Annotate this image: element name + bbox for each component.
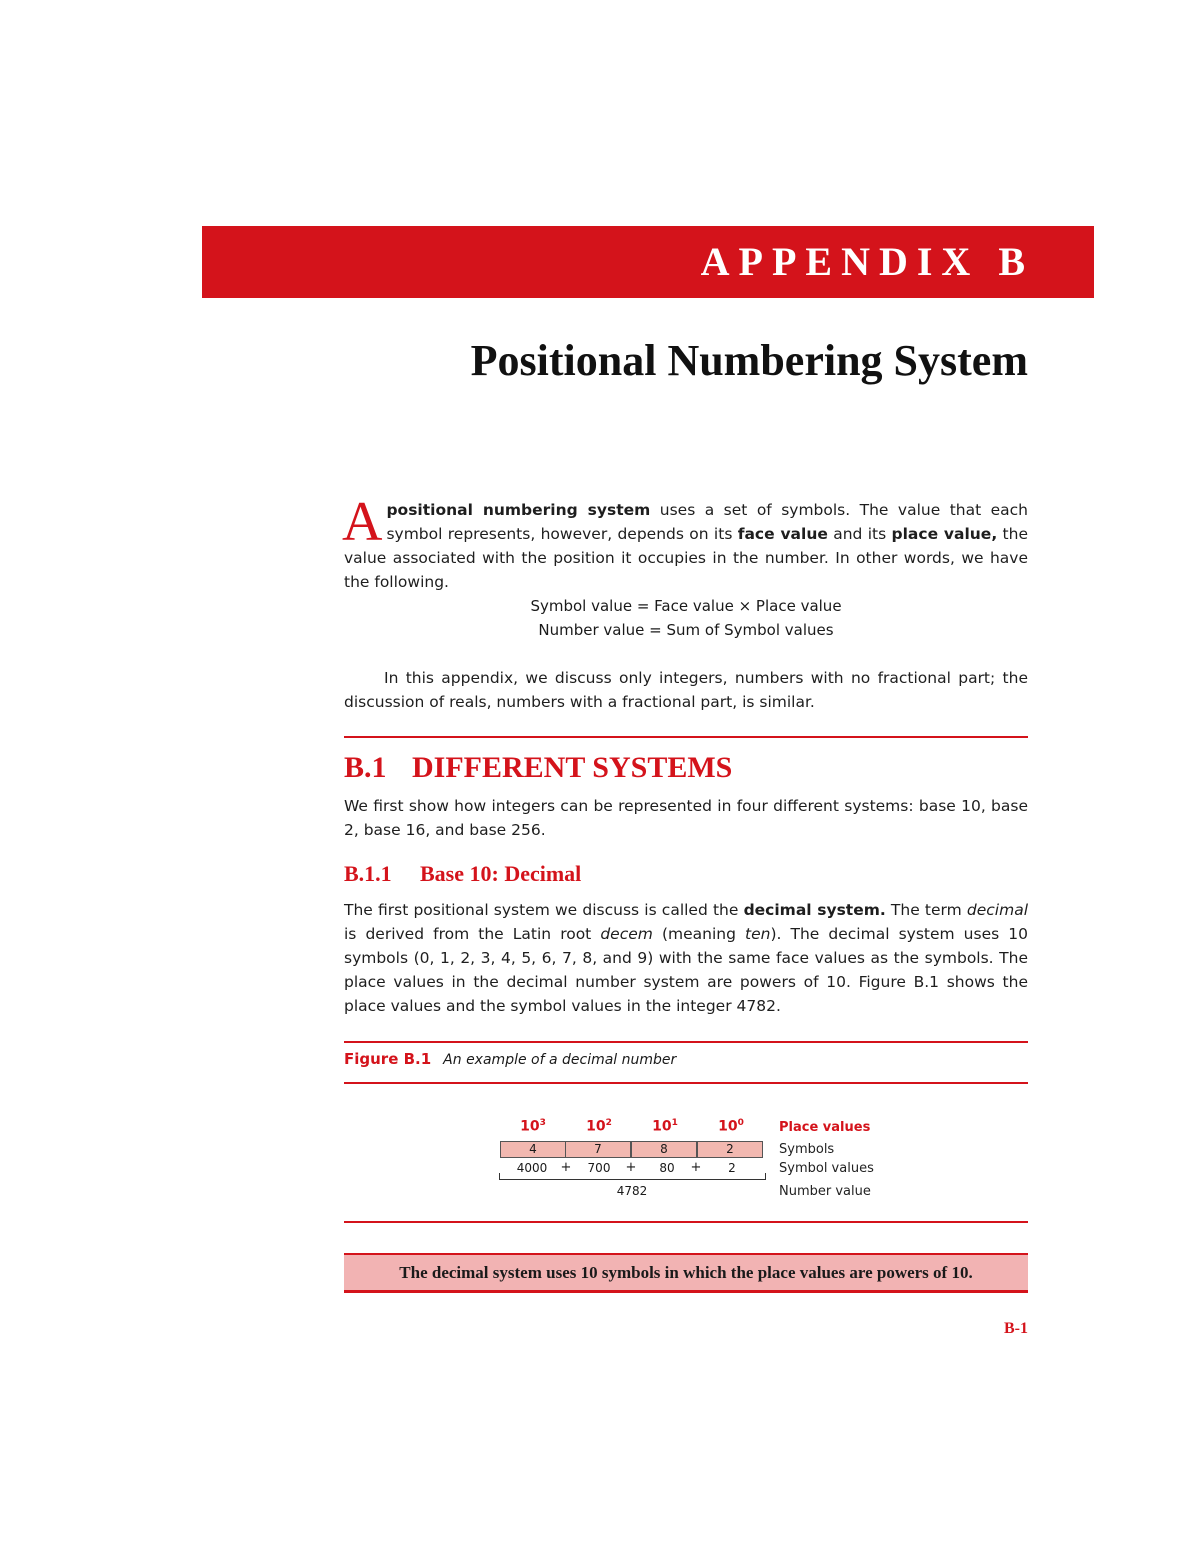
figure-header-rule <box>344 1082 1028 1084</box>
sum-bracket <box>499 1173 766 1180</box>
intro-paragraph <box>342 491 1029 594</box>
plus-sign: + <box>690 1160 702 1175</box>
symbol-value-700: 700 <box>587 1161 611 1175</box>
intro-text-3: the value associated with the position it occupies in the number. In other words, we have the following. <box>344 525 1028 591</box>
symbol-box-8: 8 <box>631 1141 697 1158</box>
section-paragraph: We first show how integers can be represented in four different systems: base 10, base 2, base 16, and base 256. <box>344 797 1028 839</box>
equation-symbol-value: Symbol value = Face value × Place value <box>530 597 842 615</box>
figure-caption <box>344 1048 676 1071</box>
place-value-10-3: $10^3$ <box>520 1118 546 1135</box>
section-rule <box>344 736 1028 738</box>
drop-cap: A <box>342 491 383 553</box>
intro-text-1: uses a set of symbols. The value that each symbol represents, however, depends on its <box>386 501 1029 543</box>
subsection-title: Base 10: Decimal <box>420 861 582 886</box>
decimal-text-5: ). The decimal system uses 10 symbols (0, 1, 2, 3, 4, 5, 6, 7, 8, and 9) with the same face values as the symbols. The place values in the decimal number system are powers of 10. Figure B.1 shows the place values and the symbol values in the integer 4782. <box>344 925 1028 1015</box>
keyword-face-value: face value <box>737 525 828 543</box>
term-ten: ten <box>745 925 771 943</box>
equation-number-value: Number value = Sum of Symbol values <box>538 621 834 639</box>
decimal-paragraph <box>344 898 1028 1018</box>
section-title: DIFFERENT SYSTEMS <box>412 751 733 784</box>
keyword-place-value: place value, <box>891 525 998 543</box>
plus-sign: + <box>625 1160 637 1175</box>
page-title: Positional Numbering System <box>470 336 1028 385</box>
key-point-note: The decimal system uses 10 symbols in which the place values are powers of 10. <box>344 1253 1028 1293</box>
label-number-value: Number value <box>779 1184 871 1199</box>
subsection-heading <box>344 860 581 888</box>
symbol-box-4: 4 <box>500 1141 566 1158</box>
decimal-text-3: is derived from the Latin root <box>344 925 601 943</box>
section-number: B.1 <box>344 751 387 784</box>
appendix-heading: APPENDIX B <box>700 239 1034 284</box>
symbol-value-80: 80 <box>659 1161 675 1175</box>
place-value-10-2: $10^2$ <box>586 1118 612 1135</box>
symbol-value-2: 2 <box>728 1161 736 1175</box>
number-value-4782: 4782 <box>616 1184 648 1198</box>
symbol-box-2: 2 <box>697 1141 763 1158</box>
section-heading <box>344 750 732 786</box>
figure-top-rule <box>344 1041 1028 1043</box>
keyword-decimal-system: decimal system. <box>743 901 886 919</box>
plus-sign: + <box>560 1160 572 1175</box>
page-number: B-1 <box>1004 1320 1028 1337</box>
decimal-text-2: The term <box>885 901 967 919</box>
figure-label: Figure B.1 <box>344 1050 432 1068</box>
place-value-10-1: $10^1$ <box>652 1118 678 1135</box>
term-decimal: decimal <box>966 901 1029 919</box>
subsection-number: B.1.1 <box>344 861 392 886</box>
label-symbols: Symbols <box>779 1142 835 1157</box>
figure-bottom-rule <box>344 1221 1028 1223</box>
decimal-text-1: The first positional system we discuss is called the <box>344 901 744 919</box>
label-symbol-values: Symbol values <box>779 1161 874 1176</box>
term-decem: decem <box>600 925 653 943</box>
intro-text-2: and its <box>827 525 892 543</box>
keyword-positional-numbering-system: positional numbering system <box>386 501 651 519</box>
place-value-10-0: $10^0$ <box>718 1118 744 1135</box>
scope-paragraph: In this appendix, we discuss only integers, numbers with no fractional part; the discussion of reals, numbers with a fractional part, is similar. <box>344 669 1028 711</box>
label-place-values: Place values <box>779 1120 871 1135</box>
appendix-banner <box>202 226 1094 298</box>
figure-caption-text: An example of a decimal number <box>443 1052 677 1068</box>
decimal-text-4: (meaning <box>652 925 746 943</box>
symbol-box-7: 7 <box>565 1141 631 1158</box>
symbol-value-4000: 4000 <box>516 1161 548 1175</box>
